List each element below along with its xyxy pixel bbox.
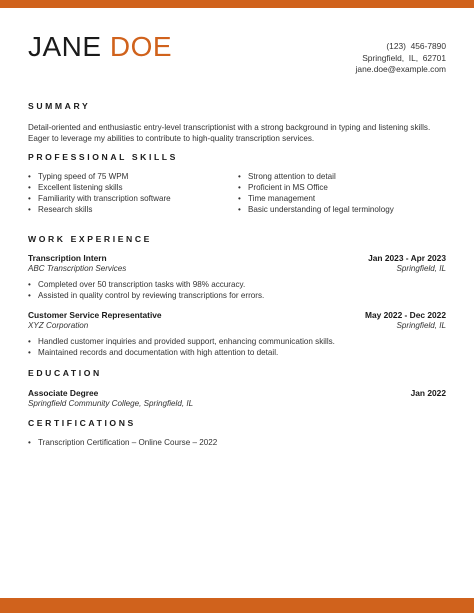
summary-text: Detail-oriented and enthusiastic entry-level transcriptionist with a strong background in typing and listening skills. Eager to leverage my abilities to contribute to high-quality transcription services. xyxy=(28,123,431,143)
list-item: • Assisted in quality control by reviewing transcriptions for errors. xyxy=(28,290,264,301)
candidate-name xyxy=(28,31,172,63)
list-item: • Handled customer inquiries and provided support, enhancing communication skills. xyxy=(28,336,335,347)
address: Springfield, IL, 62701 xyxy=(362,52,446,63)
job-location: Springfield, IL xyxy=(396,321,446,330)
contact-block xyxy=(356,41,446,76)
list-item: • Basic understanding of legal terminology xyxy=(238,204,394,215)
job-title: Transcription Intern xyxy=(28,253,107,263)
list-item: • Proficient in MS Office xyxy=(238,182,394,193)
bottom-accent-bar xyxy=(0,598,474,613)
list-item: • Excellent listening skills xyxy=(28,182,171,193)
phone-number: (123) 456-7890 xyxy=(386,41,446,51)
certifications-heading: CERTIFICATIONS xyxy=(28,418,136,428)
list-item: • Strong attention to detail xyxy=(238,171,394,182)
skills-list-left xyxy=(28,171,171,215)
summary-heading: SUMMARY xyxy=(28,101,91,111)
certifications-list xyxy=(28,437,217,448)
list-item: • Transcription Certification – Online Course – 2022 xyxy=(28,437,217,448)
job-dates: Jan 2023 - Apr 2023 xyxy=(368,253,446,263)
job-bullets xyxy=(28,336,335,358)
experience-heading: WORK EXPERIENCE xyxy=(28,234,152,244)
school: Springfield Community College, Springfield, IL xyxy=(28,399,194,408)
job-title: Customer Service Representative xyxy=(28,310,162,320)
job-company: ABC Transcription Services xyxy=(28,264,127,273)
list-item: • Time management xyxy=(238,193,394,204)
education-heading: EDUCATION xyxy=(28,368,102,378)
job-bullets xyxy=(28,279,264,301)
last-name: DOE xyxy=(109,31,173,62)
top-accent-bar xyxy=(0,0,474,8)
job-company: XYZ Corporation xyxy=(28,321,89,330)
list-item: • Maintained records and documentation with high attention to detail. xyxy=(28,347,335,358)
list-item: • Research skills xyxy=(28,204,171,215)
first-name: JANE xyxy=(28,31,102,62)
email-address: jane.doe@example.com xyxy=(355,64,446,74)
list-item: • Typing speed of 75 WPM xyxy=(28,171,171,182)
job-location: Springfield, IL xyxy=(396,264,446,273)
skills-list-right xyxy=(238,171,394,215)
skills-heading: PROFESSIONAL SKILLS xyxy=(28,152,178,162)
list-item: • Completed over 50 transcription tasks with 98% accuracy. xyxy=(28,279,264,290)
education-date: Jan 2022 xyxy=(410,388,446,398)
degree: Associate Degree xyxy=(28,388,99,398)
list-item: • Familiarity with transcription software xyxy=(28,193,171,204)
job-dates: May 2022 - Dec 2022 xyxy=(364,310,446,320)
